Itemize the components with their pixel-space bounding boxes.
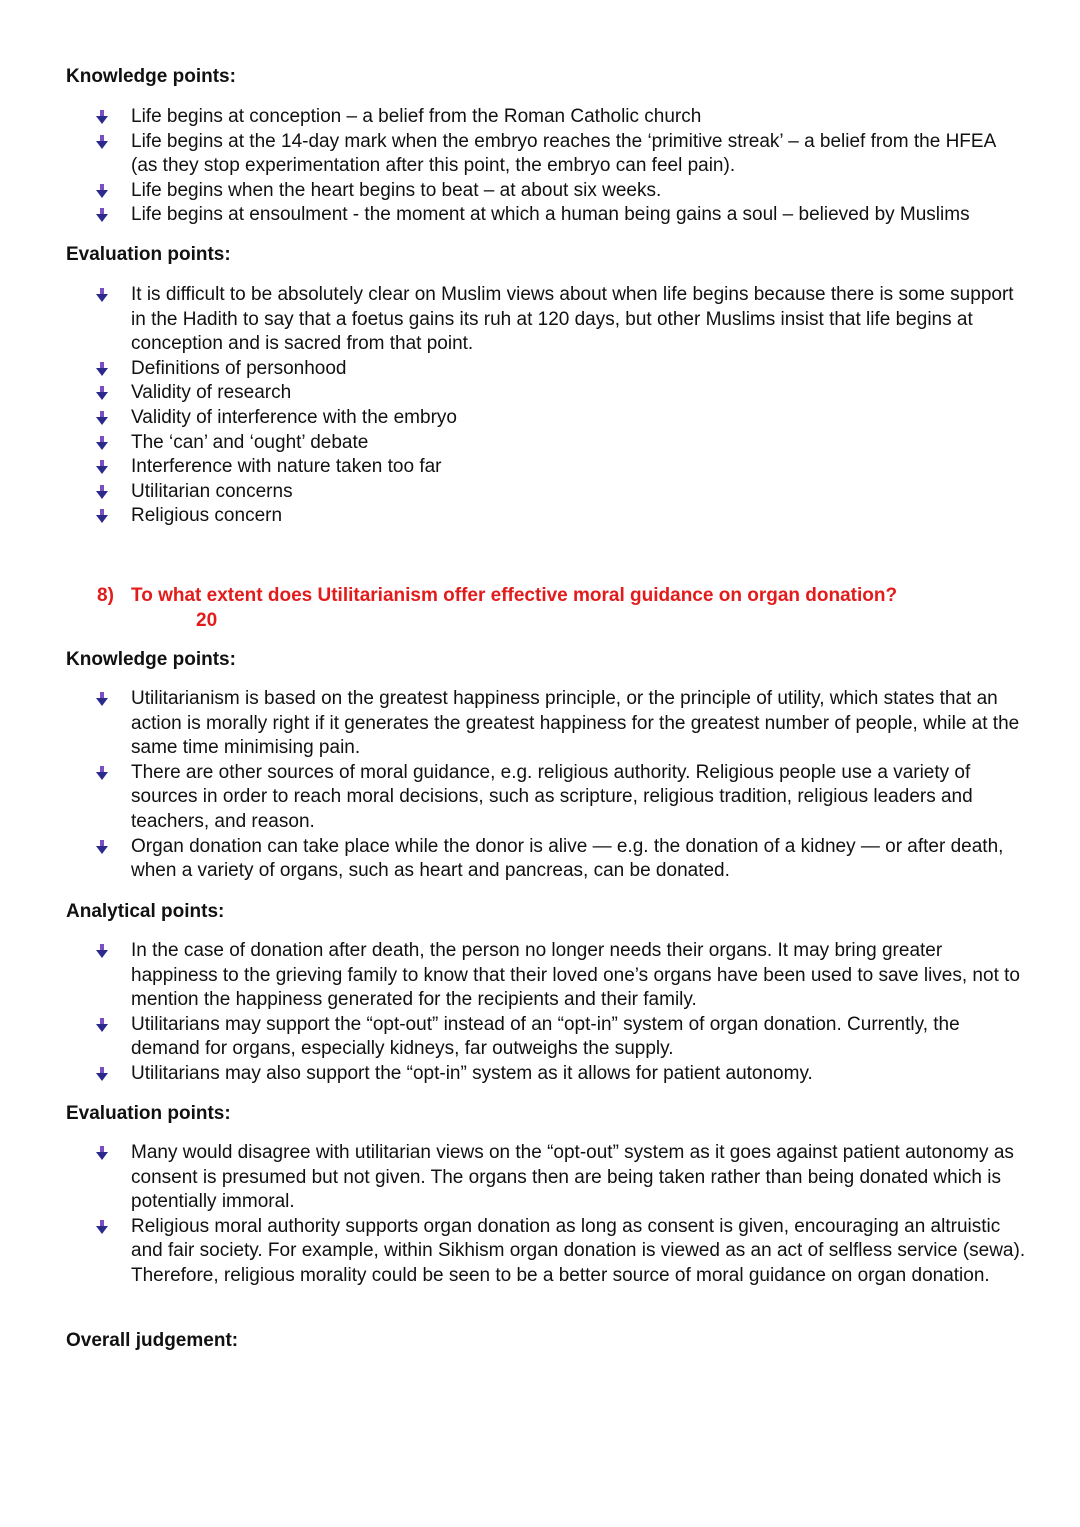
knowledge-points-list	[96, 687, 1026, 884]
list-item: Life begins at ensoulment - the moment at which a human being gains a soul – believed by Muslims	[96, 203, 1026, 228]
down-arrow-bullet-icon	[96, 1220, 108, 1234]
down-arrow-bullet-icon	[96, 411, 108, 425]
list-item: Many would disagree with utilitarian views on the “opt-out” system as it goes against patient autonomy as consent is presumed but not given. The organs then are being taken rather than being donated which is potentially immoral.	[96, 1141, 1026, 1215]
down-arrow-bullet-icon	[96, 485, 108, 499]
down-arrow-bullet-icon	[96, 386, 108, 400]
down-arrow-bullet-icon	[96, 288, 108, 302]
down-arrow-bullet-icon	[96, 1018, 108, 1032]
list-item: Definitions of personhood	[96, 357, 1026, 382]
list-item: Religious moral authority supports organ donation as long as consent is given, encouraging an altruistic and fair society. For example, within Sikhism organ donation is viewed as an act of selfless service (sewa). Therefore, religious morality could be seen to be a better source of moral guidance on organ donation.	[96, 1215, 1026, 1289]
question-marks: 20	[196, 610, 218, 631]
down-arrow-bullet-icon	[96, 840, 108, 854]
list-item: Utilitarian concerns	[96, 480, 1026, 505]
down-arrow-bullet-icon	[96, 1146, 108, 1160]
evaluation-points-heading: Evaluation points:	[66, 244, 231, 265]
list-item: Life begins at conception – a belief from the Roman Catholic church	[96, 105, 1026, 130]
list-item: In the case of donation after death, the person no longer needs their organs. It may bring greater happiness to the grieving family to know that their loved one’s organs have been used to save lives, not to mention the happiness generated for the recipients and their family.	[96, 939, 1026, 1013]
knowledge-points-heading: Knowledge points:	[66, 649, 236, 670]
analytical-points-heading: Analytical points:	[66, 901, 225, 922]
knowledge-points-list	[96, 105, 1026, 228]
evaluation-points-list	[96, 283, 1026, 529]
down-arrow-bullet-icon	[96, 460, 108, 474]
list-item: Utilitarians may support the “opt-out” instead of an “opt-in” system of organ donation. Currently, the demand for organs, especially kidneys, far outweighs the supply.	[96, 1013, 1026, 1062]
list-item: Utilitarians may also support the “opt-in” system as it allows for patient autonomy.	[96, 1062, 1026, 1087]
list-item: Organ donation can take place while the donor is alive — e.g. the donation of a kidney — or after death, when a variety of organs, such as heart and pancreas, can be donated.	[96, 835, 1026, 884]
list-item: Utilitarianism is based on the greatest happiness principle, or the principle of utility, which states that an action is morally right if it generates the greatest happiness for the greatest number of people, while at the same time minimising pain.	[96, 687, 1026, 761]
overall-judgement-heading: Overall judgement:	[66, 1330, 239, 1351]
down-arrow-bullet-icon	[96, 766, 108, 780]
question-text: To what extent does Utilitarianism offer effective moral guidance on organ donation?	[131, 585, 898, 606]
down-arrow-bullet-icon	[96, 1067, 108, 1081]
list-item: There are other sources of moral guidance, e.g. religious authority. Religious people use a variety of sources in order to reach moral decisions, such as scripture, religious tradition, religious leaders and teachers, and reason.	[96, 761, 1026, 835]
list-item: It is difficult to be absolutely clear on Muslim views about when life begins because there is some support in the Hadith to say that a foetus gains its ruh at 120 days, but other Muslims insist that life begins at conception and is sacred from that point.	[96, 283, 1026, 357]
down-arrow-bullet-icon	[96, 509, 108, 523]
list-item: The ‘can’ and ‘ought’ debate	[96, 431, 1026, 456]
evaluation-points-heading: Evaluation points:	[66, 1103, 231, 1124]
down-arrow-bullet-icon	[96, 135, 108, 149]
down-arrow-bullet-icon	[96, 692, 108, 706]
down-arrow-bullet-icon	[96, 362, 108, 376]
down-arrow-bullet-icon	[96, 944, 108, 958]
evaluation-points-list	[96, 1141, 1026, 1289]
knowledge-points-heading: Knowledge points:	[66, 66, 236, 87]
down-arrow-bullet-icon	[96, 208, 108, 222]
list-item: Validity of interference with the embryo	[96, 406, 1026, 431]
list-item: Religious concern	[96, 504, 1026, 529]
list-item: Life begins when the heart begins to beat – at about six weeks.	[96, 179, 1026, 204]
list-item: Interference with nature taken too far	[96, 455, 1026, 480]
list-item: Life begins at the 14-day mark when the embryo reaches the ‘primitive streak’ – a belief from the HFEA (as they stop experimentation after this point, the embryo can feel pain).	[96, 130, 1026, 179]
list-item: Validity of research	[96, 381, 1026, 406]
down-arrow-bullet-icon	[96, 110, 108, 124]
down-arrow-bullet-icon	[96, 184, 108, 198]
down-arrow-bullet-icon	[96, 436, 108, 450]
analytical-points-list	[96, 939, 1026, 1087]
question-number: 8)	[97, 585, 114, 606]
